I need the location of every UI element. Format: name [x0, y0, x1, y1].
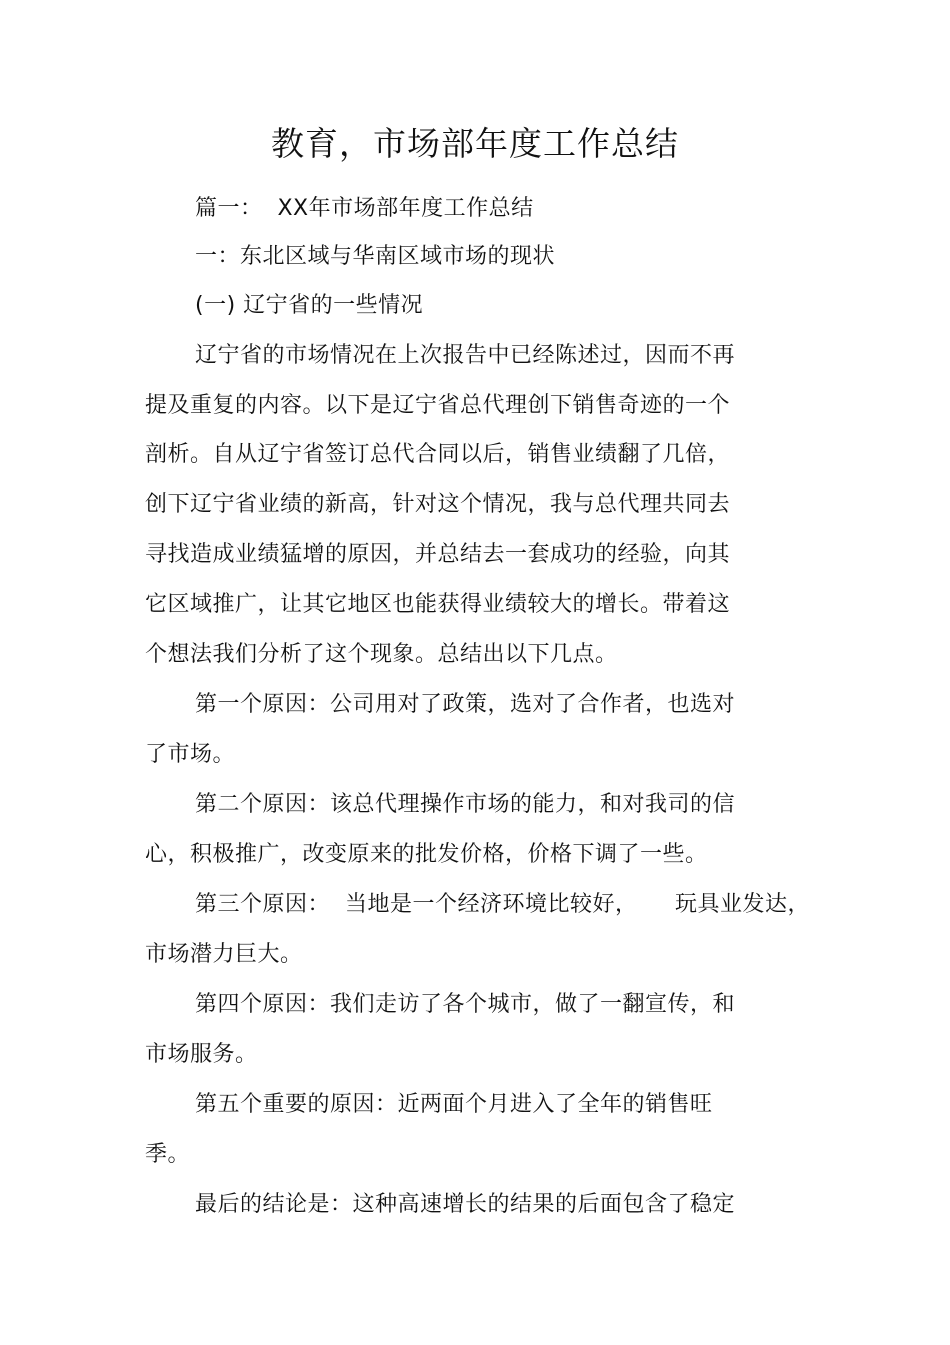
document-title: 教育，市场部年度工作总结	[271, 124, 679, 163]
paragraph-line: 第一个原因：公司用对了政策，选对了合作者，也选对	[195, 692, 736, 717]
paragraph-line: 第四个原因：我们走访了各个城市，做了一翻宣传，和	[195, 992, 736, 1017]
section-heading: 篇一： XX年市场部年度工作总结	[195, 196, 534, 221]
paragraph-line: 最后的结论是：这种高速增长的结果的后面包含了稳定	[195, 1192, 736, 1217]
subsection-heading: (一) 辽宁省的一些情况	[195, 293, 424, 318]
paragraph-line: 市场潜力巨大。	[145, 942, 303, 967]
paragraph-line: 个想法我们分析了这个现象。总结出以下几点。	[145, 642, 618, 667]
paragraph-line: 了市场。	[145, 742, 236, 767]
paragraph-line: 第五个重要的原因：近两面个月进入了全年的销售旺	[195, 1092, 713, 1117]
paragraph-line: 心，积极推广，改变原来的批发价格，价格下调了一些。	[145, 842, 708, 867]
paragraph-line: 提及重复的内容。以下是辽宁省总代理创下销售奇迹的一个	[145, 393, 731, 418]
paragraph-line: 辽宁省的市场情况在上次报告中已经陈述过，因而不再	[195, 343, 736, 368]
paragraph-line: 创下辽宁省业绩的新高，针对这个情况，我与总代理共同去	[145, 492, 731, 517]
paragraph-line: 剖析。自从辽宁省签订总代合同以后，销售业绩翻了几倍，	[145, 442, 731, 467]
subsection-heading: 一：东北区域与华南区域市场的现状	[195, 244, 556, 269]
paragraph-line: 季。	[145, 1142, 191, 1167]
paragraph-line: 市场服务。	[145, 1042, 258, 1067]
paragraph-line: 第三个原因： 当地是一个经济环境比较好， 玩具业发达，	[195, 892, 810, 917]
paragraph-line: 它区域推广，让其它地区也能获得业绩较大的增长。带着这	[145, 592, 731, 617]
paragraph-line: 寻找造成业绩猛增的原因，并总结去一套成功的经验，向其	[145, 542, 731, 567]
paragraph-line: 第二个原因：该总代理操作市场的能力，和对我司的信	[195, 792, 736, 817]
